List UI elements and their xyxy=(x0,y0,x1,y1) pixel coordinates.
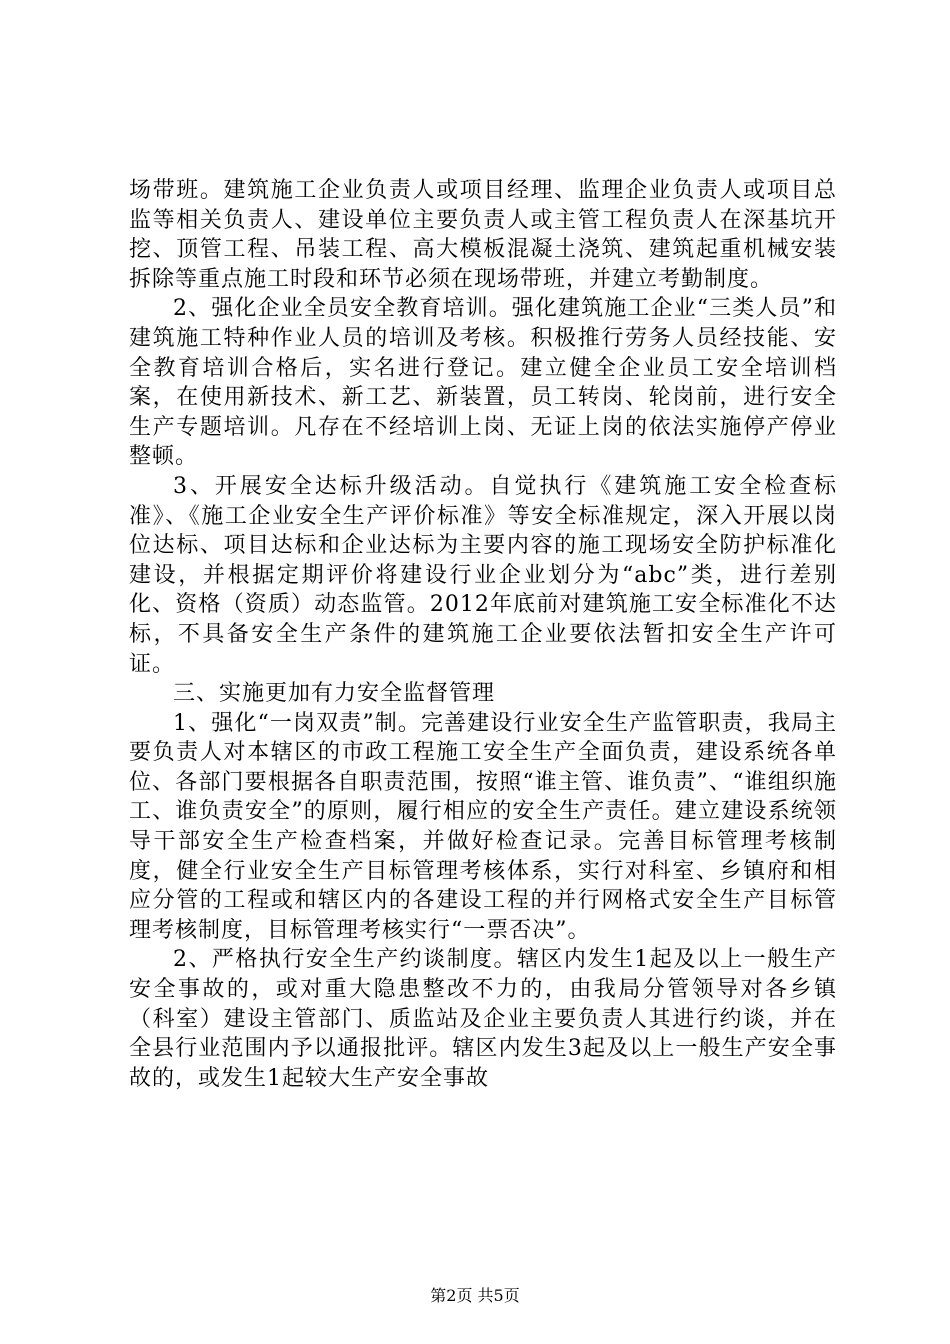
page-footer: 第2页 共5页 xyxy=(430,1286,520,1305)
paragraph-continuation: 场带班。建筑施工企业负责人或项目经理、监理企业负责人或项目总监等相关负责人、建设单位主要负责人或主管工程负责人在深基坑开挖、顶管工程、吊装工程、高大模板混凝土浇筑、建筑起重机械安装拆除等重点施工时段和环节必须在现场带班，并建立考勤制度。 xyxy=(129,178,837,292)
paragraph-safety-training: 2、强化企业全员安全教育培训。强化建筑施工企业“三类人员”和建筑施工特种作业人员的培训及考核。积极推行劳务人员经技能、安全教育培训合格后，实名进行登记。建立健全企业员工安全培训档案，在使用新技术、新工艺、新装置，员工转岗、轮岗前，进行安全生产专题培训。凡存在不经培训上岗、无证上岗的依法实施停产停业整顿。 xyxy=(129,296,837,470)
paragraph-dual-responsibility: 1、强化“一岗双责”制。完善建设行业安全生产监管职责，我局主要负责人对本辖区的市政工程施工安全生产全面负责，建设系统各单位、各部门要根据各自职责范围，按照“谁主管、谁负责”、“谁组织施工、谁负责安全”的原则，履行相应的安全生产责任。建立建设系统领导干部安全生产检查档案，并做好检查记录。完善目标管理考核制度，健全行业安全生产目标管理考核体系，实行对科室、乡镇府和相应分管的工程或和辖区内的各建设工程的并行网格式安全生产目标管理考核制度，目标管理考核实行“一票否决”。 xyxy=(129,710,837,943)
paragraph-standard-upgrade: 3、开展安全达标升级活动。自觉执行《建筑施工安全检查标准》、《施工企业安全生产评价标准》等安全标准规定，深入开展以岗位达标、项目达标和企业达标为主要内容的施工现场安全防护标准化建设，并根据定期评价将建设行业企业划分为“abc”类，进行差别化、资格（资质）动态监管。2012年底前对建筑施工安全标准化不达标，不具备安全生产条件的建筑施工企业要依法暂扣安全生产许可证。 xyxy=(129,473,837,677)
section-heading: 三、实施更加有力安全监督管理 xyxy=(173,681,496,707)
document-body xyxy=(129,176,837,1093)
paragraph-interview-system: 2、严格执行安全生产约谈制度。辖区内发生1起及以上一般生产安全事故的，或对重大隐患整改不力的，由我局分管领导对各乡镇（科室）建设主管部门、质监站及企业主要负责人其进行约谈，并在全县行业范围内予以通报批评。辖区内发生3起及以上一般生产安全事故的，或发生1起较大生产安全事故 xyxy=(129,947,837,1091)
